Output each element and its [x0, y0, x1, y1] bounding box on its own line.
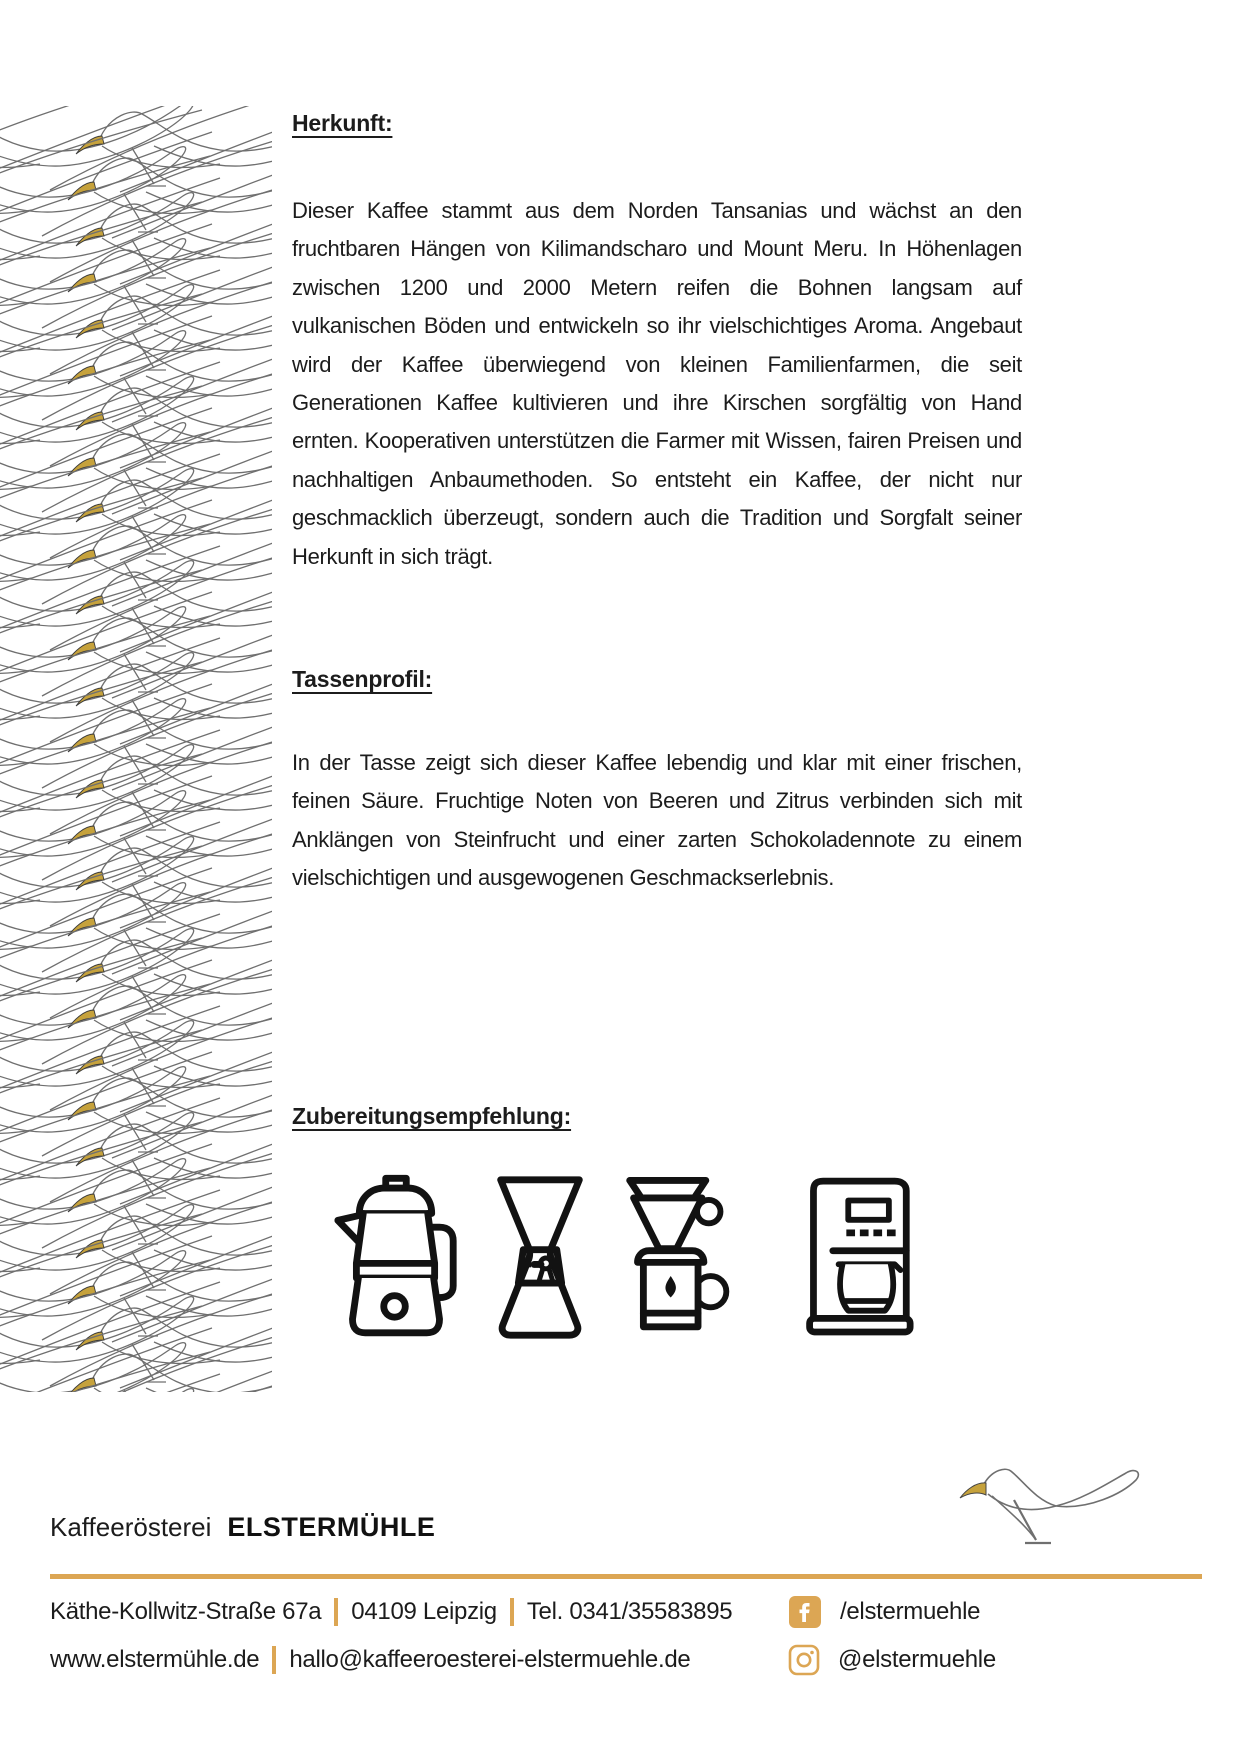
facebook-handle[interactable]: /elstermuehle: [840, 1598, 981, 1625]
facebook-row: [788, 1594, 980, 1630]
brand-name: ELSTERMÜHLE: [227, 1512, 436, 1542]
city-text: 04109 Leipzig: [351, 1598, 497, 1625]
preparation-heading: Zubereitungsempfehlung:: [292, 1103, 572, 1129]
brew-method-icons: [330, 1172, 914, 1344]
street-text: Käthe-Kollwitz-Straße 67a: [50, 1598, 322, 1625]
instagram-row: [788, 1642, 996, 1678]
footer-web-line: [50, 1642, 690, 1678]
cup-profile-paragraph: In der Tasse zeigt sich dieser Kaffee lebendig und klar mit einer frischen, feinen Säure. Fruchtige Noten von Beeren und Zitrus verbinden sich mit Anklängen von Steinfrucht und einer zarten Schokoladennote zu einem vielschichtigen und ausgewogenen Geschmackserlebnis.: [292, 750, 1022, 891]
website-link[interactable]: www.elstermühle.de: [50, 1646, 260, 1673]
phone-text: Tel. 0341/35583895: [526, 1598, 733, 1625]
brand-prefix: Kaffeerösterei: [50, 1512, 212, 1542]
separator-bar: [334, 1598, 338, 1626]
email-link[interactable]: hallo@kaffeeroesterei-elstermuehle.de: [289, 1646, 691, 1673]
instagram-handle[interactable]: @elstermuehle: [838, 1646, 996, 1673]
drip-coffee-machine-icon: [798, 1172, 914, 1344]
brand-line: [50, 1512, 435, 1543]
footer-contact-line: [50, 1594, 732, 1630]
separator-bar: [272, 1646, 276, 1674]
footer-divider: [50, 1574, 1202, 1579]
origin-heading: Herkunft:: [292, 110, 393, 136]
origin-paragraph: Dieser Kaffee stammt aus dem Norden Tansanias und wächst an den fruchtbaren Hängen von Kilimandscharo und Mount Meru. In Höhenlagen zwischen 1200 und 2000 Metern reifen die Bohnen langsam auf vulkanischen Böden und entwickeln so ihr vielschichtiges Aroma. Angebaut wird der Kaffee überwiegend von kleinen Familienfarmen, die seit Generationen Kaffee kultivieren und ihre Kirschen sorgfältig von Hand ernten. Kooperativen unterstützen die Farmer mit Wissen, fairen Preisen und nachhaltigen Anbaumethoden. So entsteht ein Kaffee, der nicht nur geschmacklich überzeugt, sondern auch die Tradition und Sorgfalt seiner Herkunft in sich trägt.: [292, 198, 1022, 569]
hand-filter-dripper-icon: [618, 1172, 740, 1344]
magpie-pattern: [0, 106, 272, 1392]
moka-pot-icon: [330, 1172, 462, 1344]
magpie-line-logo: [958, 1450, 1150, 1558]
separator-bar: [510, 1598, 514, 1626]
cup-profile-heading: Tassenprofil:: [292, 666, 433, 692]
instagram-icon[interactable]: [788, 1644, 820, 1676]
chemex-icon: [490, 1172, 590, 1344]
facebook-icon[interactable]: [788, 1595, 822, 1629]
